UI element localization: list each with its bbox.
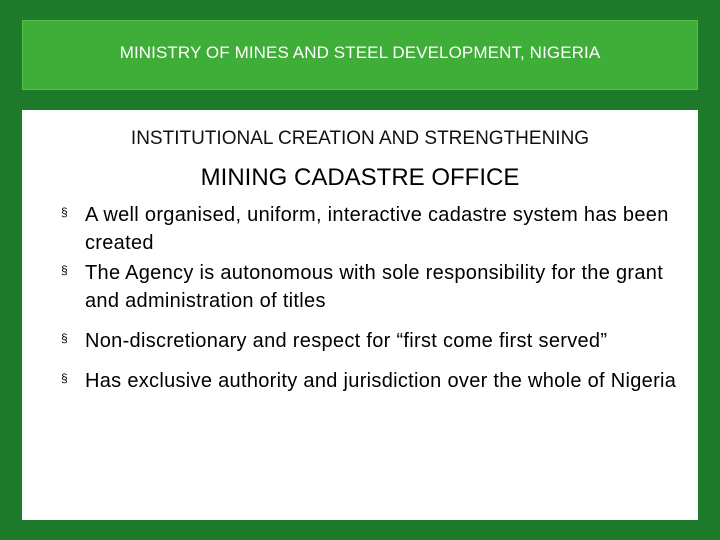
bullet-icon: § (61, 263, 68, 277)
bullet-text: A well organised, uniform, interactive cadastre system has been created (85, 204, 669, 254)
bullet-text: The Agency is autonomous with sole responsibility for the grant and administration of titles (85, 262, 664, 312)
header-title: MINISTRY OF MINES AND STEEL DEVELOPMENT, NIGERIA (119, 43, 601, 62)
bullet-text: Has exclusive authority and jurisdiction over the whole of Nigeria (85, 370, 677, 392)
header-banner (22, 20, 698, 90)
slide-subtitle: INSTITUTIONAL CREATION AND STRENGTHENING (130, 128, 590, 149)
bullet-text: Non-discretionary and respect for “first come first served” (85, 330, 608, 352)
slide-heading: MINING CADASTRE OFFICE (200, 164, 520, 191)
bullet-icon: § (61, 205, 68, 219)
content-panel (22, 110, 698, 520)
bullet-icon: § (61, 371, 68, 385)
bullet-icon: § (61, 331, 68, 345)
